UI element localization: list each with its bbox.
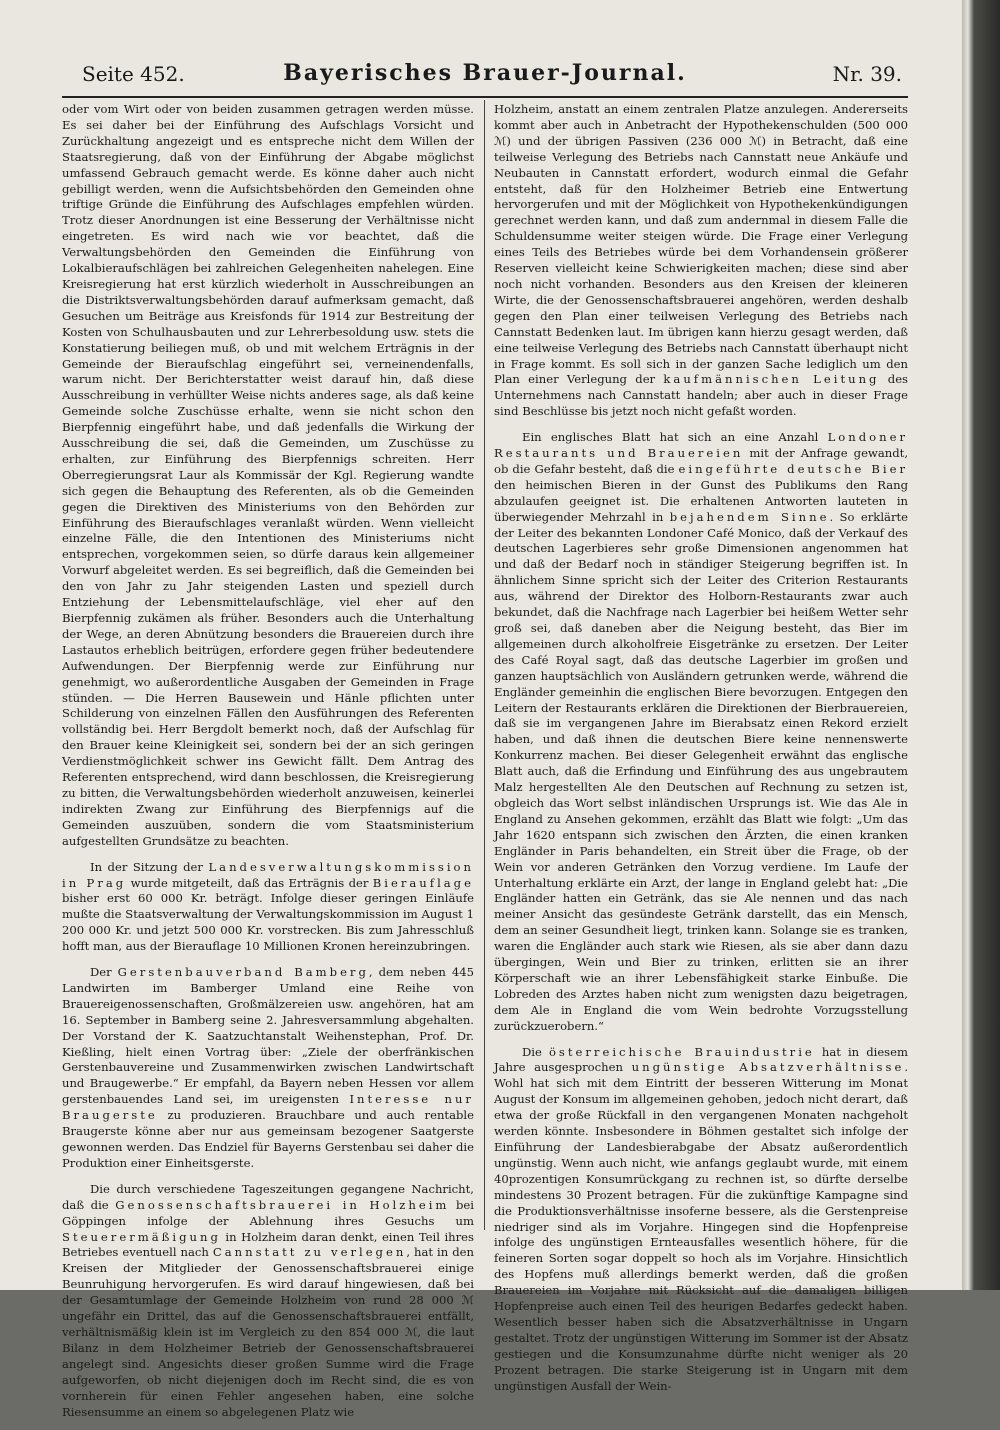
right-column — [494, 102, 908, 1405]
article-county-beer-surcharge: oder vom Wirt oder von beiden zusammen getragen werden müsse. Es sei daher bei der Einführung des Aufschlags Vorsicht und Zurückhaltung angezeigt und es entspreche nicht dem Willen der Staatsregierung, daß von der Einführung der Abgabe möglichst umfassend Gebrauch gemacht werde. Es könne daher auch nicht gebilligt werden, wenn die Aufsichtsbehörden den Gemeinden ohne triftige Gründe die Einführung des Aufschlages empfehlen würden. Trotz dieser Anordnungen ist eine Besserung der Verhältnisse nicht eingetreten. Es wird nach wie vor beachtet, daß die Verwaltungsbehörden den Gemeinden die Einführung von Lokalbieraufschlägen bei zahlreichen Gelegenheiten nahelegen. Eine Kreisregierung hat erst kürzlich wiederholt in Ausschreibungen an die Distriktsverwaltungsbehörden darauf aufmerksam gemacht, daß Gesuchen um Beiträge aus Kreisfonds für 1914 zur Bestreitung der Kosten von Schulhausbauten und zur Lehrerbesoldung usw. stets die Konstatierung beiliegen muß, ob und mit welchem Erträgnis in der Gemeinde der Bieraufschlag eingeführt sei, verneinendenfalls, warum nicht. Der Berichterstatter weist darauf hin, daß diese Ausschreibung in verhüllter Weise nichts anderes sage, als daß keine Gemeinde solche Zuschüsse erhalte, wenn sie nicht schon den Bierpfennig eingeführt habe, und daß jedenfalls die Wirkung der Ausschreibung die sei, daß die Gemeinden, um Zuschüsse zu erhalten, zur Einführung des Bierpfennigs schreiten. Herr Oberregierungsrat Laur als Kommissär der Kgl. Regierung wandte sich gegen die Behauptung des Referenten, als ob die Gemeinden gegen die Direktiven des Ministeriums von den Behörden zur Einführung des Bieraufschlages veranlaßt würden. Wenn vielleicht einzelne Fälle, die den Intentionen des Ministeriums nicht entsprechen, vorgekommen seien, so dürfe daraus kein allgemeiner Vorwurf abgeleitet werden. Es sei begreiflich, daß die Gemeinden bei den von Jahr zu Jahr steigenden Lasten und speziell durch Entziehung der Lebensmittelaufschläge, viel eher auf den Bierpfennig zukämen als früher. Besonders auch die Unterhaltung der Wege, an deren Abnützung besonders die Brauereien durch ihre Lastautos erheblich beitrügen, erfordere gegen früher bedeutendere Aufwendungen. Der Bierpfennig werde zur Einführung nur genehmigt, wo außerordentliche Ausgaben der Gemeinden in Frage stünden. — Die Herren Bausewein und Hänle pflichten unter Schilderung von einzelnen Fällen den Ausführungen des Referenten vollständig bei. Herr Bergdolt bemerkt noch, daß der Aufschlag für den Brauer keine Kleinigkeit sei, sondern bei der an sich geringen Verdienstmöglichkeit schwer ins Gewicht fällt. Dem Antrag des Referenten entsprechend, wird dann beschlossen, die Kreisregierung zu bitten, die Verwaltungsbehörden wiederholt anzuweisen, keinerlei indirekten Zwang zur Einführung des Bierpfennigs auf die Gemeinden auszuüben, sondern die vom Staatsministerium aufgestellten Grundsätze zu beachten. — [62, 102, 474, 848]
page-header — [60, 62, 910, 96]
issue-number: Nr. 39. — [832, 62, 902, 86]
page-edge-shadow — [962, 0, 1000, 1290]
journal-title: Bayerisches Brauer-Journal. — [283, 60, 687, 86]
article-london-german-beer: Ein englisches Blatt hat sich an eine Anzahl Londoner Restaurants und Brauereien mit der Anfrage gewandt, ob die Gefahr besteht, daß die eingeführte deutsche Bier den heimischen Bieren in der Gunst des Publikums den Rang abzulaufen geeignet ist. Die erhaltenen Antworten lauteten in überwiegender Mehrzahl in bejahendem Sinne. So erklärte der Leiter des bekannten Londoner Café Monico, daß der Verkauf des deutschen Lagerbieres sehr große Dimensionen angenommen hat und daß der Bedarf noch in ständiger Steigerung begriffen ist. In ähnlichem Sinne spricht sich der Leiter des Criterion Restaurants aus, während der Direktor des Holborn-Restaurants zwar auch bekundet, daß die Nachfrage nach Lagerbier bei heißem Wetter sehr groß sei, daß daneben aber die Neigung besteht, das Bier im allgemeinen durch alkoholfreie Eisgetränke zu ersetzen. Der Leiter des Café Royal sagt, daß das deutsche Lagerbier im großen und ganzen hauptsächlich von Ausländern getrunken werde, während die Engländer gemeinhin die englischen Biere bevorzugen. Entgegen den Leitern der Restaurants erklären die Direktionen der Bierbrauereien, daß sie im vergangenen Jahre im Bierabsatz einen Rekord erzielt haben, und daß ihnen die deutschen Biere keine nennenswerte Konkurrenz machen. Bei dieser Gelegenheit erwähnt das englische Blatt auch, daß die Erfindung und Einführung des aus ungebrautem Malz hergestellten Ale den Deutschen auf Rechnung zu setzen ist, obgleich das Wort selbst inländischen Ursprungs ist. Wie das Ale in England zu Ansehen gekommen, erzählt das Blatt wie folgt: „Um das Jahr 1620 entspann sich zwischen den Ärzten, die einen kranken Engländer in Paris behandelten, ein Streit über die Frage, ob der Wein vor anderen Getränken den Vorzug verdiene. Im Laufe der Unterhaltung erklärte ein Arzt, der lange in England gelebt hat: „Die Engländer hatten ein Getränk, das sie Ale nennen und das nach meiner Ansicht das gesündeste Getränk darstellt, das ein Mensch, dem an seiner Gesundheit liegt, trinken kann. Solange sie es tranken, waren die Engländer auch stark wie Riesen, als sie aber dann dazu übergingen, Wein und Bier zu trinken, erlitten sie an ihrer Körperschaft wie an ihrer Lebensfähigkeit starke Einbuße. Die Lobreden des Arztes haben nicht zum wenigsten dazu beigetragen, dem Ale in England die vom Wein bedrohte Vorzugsstellung zurückzuerobern.“ — [494, 430, 909, 1033]
article-holzheim-cooperative-brewery: Die durch verschiedene Tageszeitungen gegangene Nachricht, daß die Genossenschaftsbrauerei in Holzheim bei Göppingen infolge der Ablehnung ihres Gesuchs um Steuerermäßigung in Holzheim daran denkt, einen Teil ihres Betriebes eventuell nach Cannstatt zu verlegen, hat in den Kreisen der Mitglieder der Genossenschaftsbrauerei einige Beunruhigung hervorgerufen. Es wird darauf hingewiesen, daß bei der Gesamtumlage der Gemeinde Holzheim von rund 28 000 ℳ ungefähr ein Drittel, das auf die Genossenschaftsbrauerei entfällt, verhältnismäßig klein ist im Vergleich zu den 854 000 ℳ, die laut Bilanz in dem Holzheimer Betrieb der Genossenschaftsbrauerei angelegt sind. Angesichts dieser großen Summe wird die Frage aufgeworfen, ob nicht diejenigen doch im Recht sind, die es von vornherein für einen Fehler angesehen haben, eine solche Riesensumme an einem so abgelegenen Platz wie — [62, 1181, 474, 1419]
page-number: Seite 452. — [82, 62, 185, 86]
article-austrian-brewing-industry: Die österreichische Brauindustrie hat in diesem Jahre ausgesprochen ungünstige Absatzverhältnisse. Wohl hat sich mit dem Eintritt der besseren Witterung im Monat August der Konsum im allgemeinen gehoben, jedoch nicht derart, daß etwa der große Rückfall in den vergangenen Monaten nachgeholt werden könnte. Insbesondere in Böhmen gestaltet sich infolge der Einführung der Landesbierabgabe der Absatz außerordentlich ungünstig. Wenn auch nicht, wie anfangs geglaubt wurde, mit einem 40prozentigen Konsumrückgang zu rechnen ist, so dürfte derselbe mindestens 30 Prozent betragen. Für die zukünftige Kampagne sind die Produktionsverhältnisse insoferne bessere, als die Gerstenpreise niedriger sind als im Vorjahre. Hingegen sind die Hopfenpreise infolge des ungünstigen Ernteausfalles wesentlich höhere, für die feineren Sorten sogar doppelt so hoch als im Vorjahre. Hinsichtlich des Hopfens muß allerdings bemerkt werden, daß die großen Brauereien im Vorjahre mit Rücksicht auf die damaligen billigen Hopfenpreise auch einen Teil des heurigen Bedarfes gedeckt haben. Wesentlich besser haben sich die Absatzverhältnisse in Ungarn gestaltet. Trotz der ungünstigen Witterung im Sommer ist der Absatz gestiegen und die Konsumzunahme dürfte nicht weniger als 20 Prozent betragen. Die starke Steigerung ist in Ungarn mit dem ungünstigen Ausfall der Wein- — [494, 1044, 909, 1393]
article-prague-beer-levy: In der Sitzung der Landesverwaltungskommission in Prag wurde mitgeteilt, daß das Erträgnis der Bierauflage bisher erst 60 000 Kr. beträgt. Infolge dieser geringen Einläufe mußte die Staatsverwaltung der Verwaltungskommission im August 1 200 000 Kr. und jetzt 500 000 Kr. vorstrecken. Bis zum Jahresschluß hofft man, aus der Bierauflage 10 Millionen Kronen hereinzubringen. — [62, 859, 474, 954]
left-column — [62, 102, 474, 1430]
header-rule — [62, 96, 908, 98]
article-barley-association-bamberg: Der Gerstenbauverband Bamberg, dem neben 445 Landwirten im Bamberger Umland eine Reihe von Brauereigenossenschaften, Großmälzereien usw. angehören, hat am 16. September in Bamberg seine 2. Jahresversammlung abgehalten. Der Vorstand der K. Saatzuchtanstalt Weihenstephan, Prof. Dr. Kießling, hielt einen Vortrag über: „Ziele der oberfränkischen Gerstenbauvereine und Zusammenwirken zwischen Landwirtschaft und Braugewerbe.“ Er empfahl, da Bayern neben Hessen vor allem gerstenbauendes Land sei, im ureigensten Interesse nur Braugerste zu produzieren. Brauchbare und auch rentable Braugerste könne aber nur aus gemeinsam bezogener Saatgerste gewonnen werden. Das Endziel für Bayerns Gerstenbau sei daher die Produktion einer Einheitsgerste. — [62, 965, 474, 1170]
article-holzheim-continued: Holzheim, anstatt an einem zentralen Platze anzulegen. Andererseits kommt aber auch in Anbetracht der Hypothekenschulden (500 000 ℳ) und der übrigen Passiven (236 000 ℳ) in Betracht, daß eine teilweise Verlegung des Betriebs nach Cannstatt neue Ankäufe und Neubauten in Cannstatt erfordert, wodurch einmal die Gefahr entsteht, daß für den Holzheimer Betrieb eine Entwertung hervorgerufen und mit der Möglichkeit von Hypothekenkündigungen gerechnet werden kann, und daß zum andernmal in diesem Falle die Schuldensumme weiter steigen würde. Die Frage einer Verlegung eines Teils des Betriebes würde bei dem Vorhandensein größerer Reserven vielleicht keine Schwierigkeiten machen; diese sind aber noch nicht vorhanden. Besonders aus den Kreisen der kleineren Wirte, die der Genossenschaftsbrauerei angehören, werden deshalb gegen den Plan einer teilweisen Verlegung des Betriebs nach Cannstatt Bedenken laut. Im übrigen kann hierzu gesagt werden, daß eine teilweise Verlegung des Betriebs nach Cannstatt überhaupt nicht in Frage kommt. Es soll sich in der ganzen Sache lediglich um den Plan einer Verlegung der kaufmännischen Leitung des Unternehmens nach Cannstatt handeln; aber auch in dieser Frage sind Beschlüsse bis jetzt noch nicht gefaßt worden. — [494, 102, 908, 419]
column-divider — [484, 100, 485, 1230]
